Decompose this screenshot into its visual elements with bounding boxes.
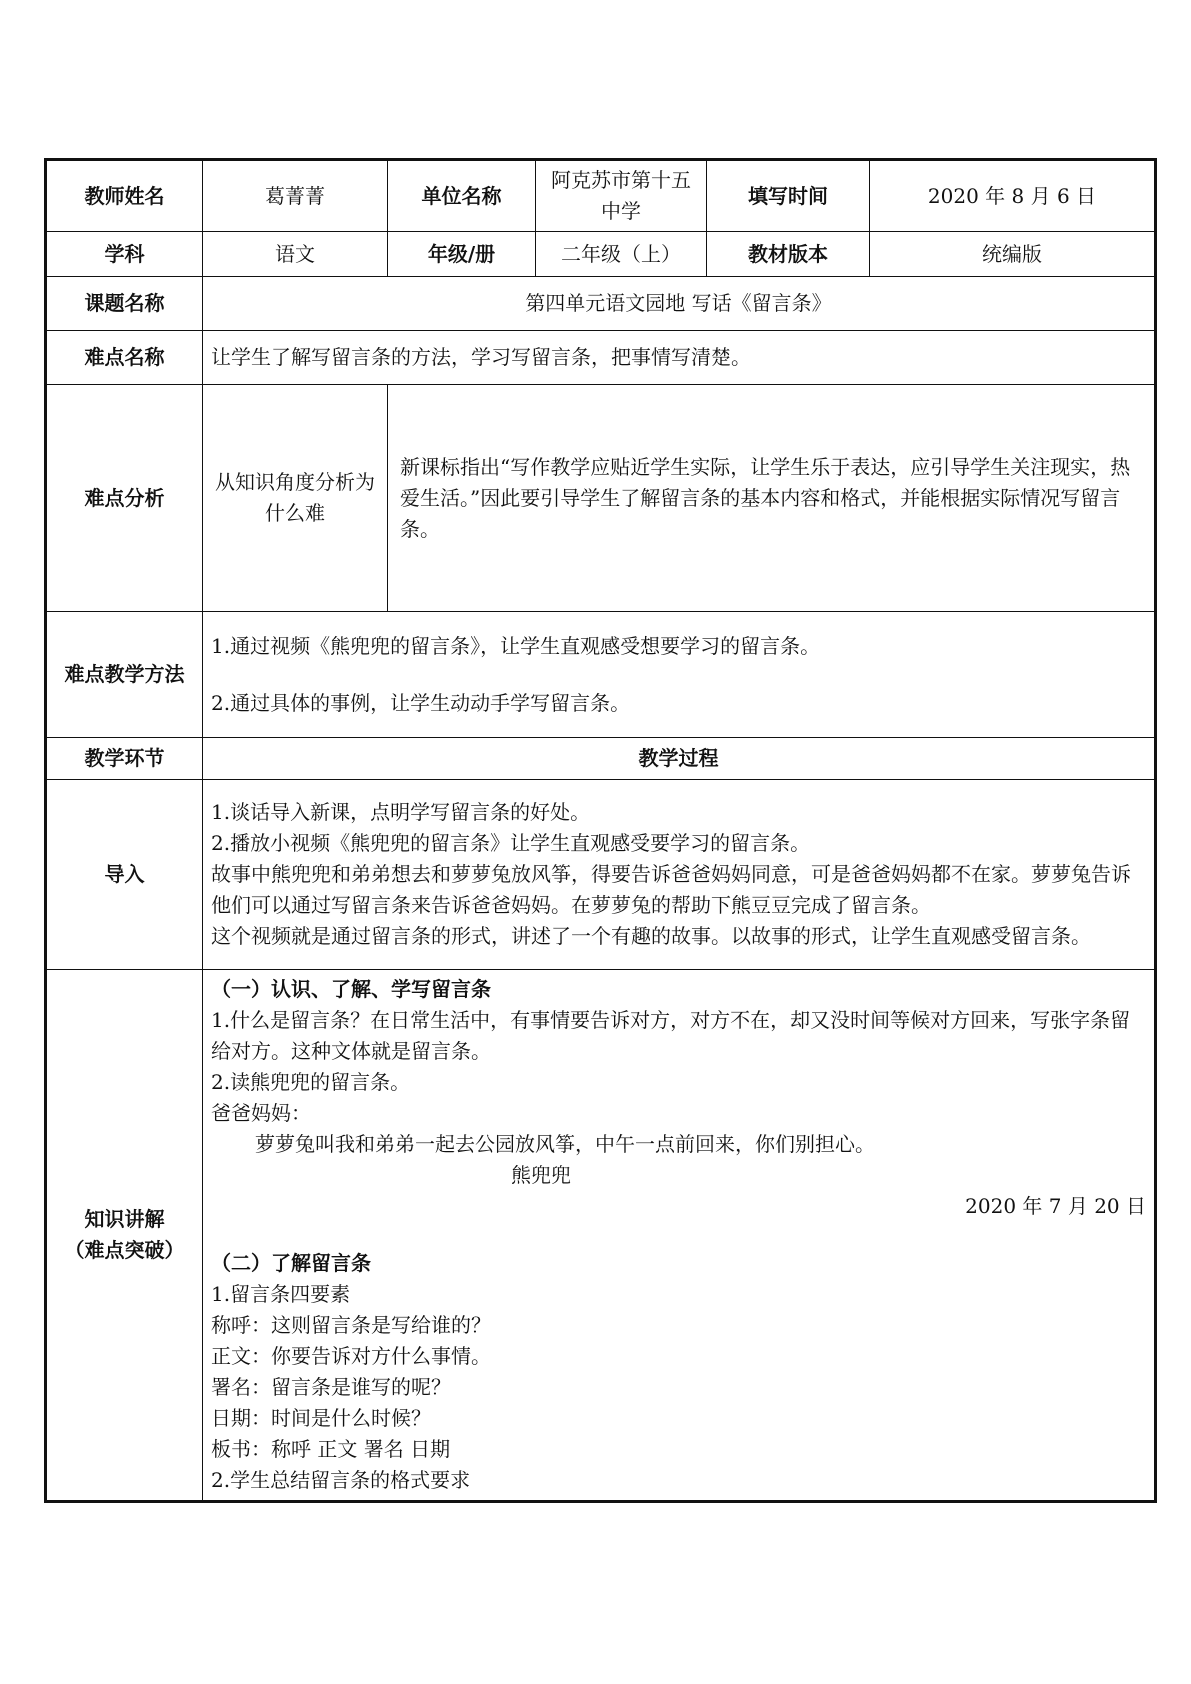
analysis-label: 难点分析 xyxy=(46,385,203,612)
section-2-line: 称呼：这则留言条是写给谁的？ xyxy=(211,1313,491,1337)
teacher-name-value: 葛菁菁 xyxy=(203,160,388,232)
intro-content xyxy=(203,780,1156,970)
row-subject-info xyxy=(46,232,1156,277)
section-1-title: （一）认识、了解、学写留言条 xyxy=(211,977,491,1001)
knowledge-label-line-2: （难点突破） xyxy=(64,1238,185,1262)
analysis-sub-label: 从知识角度分析为什么难 xyxy=(203,385,388,612)
subject-value: 语文 xyxy=(203,232,388,277)
row-teacher-info xyxy=(46,160,1156,232)
unit-name-value: 阿克苏市第十五中学 xyxy=(536,160,707,232)
section-1-line-2: 2.读熊兜兜的留言条。 xyxy=(211,1070,411,1094)
intro-line: 故事中熊兜兜和弟弟想去和萝萝兔放风筝，得要告诉爸爸妈妈同意，可是爸爸妈妈都不在家。萝萝兔告诉他们可以通过写留言条来告诉爸爸妈妈。在萝萝兔的帮助下熊豆豆完成了留言条。 xyxy=(211,862,1131,917)
edition-label: 教材版本 xyxy=(707,232,870,277)
edition-value: 统编版 xyxy=(870,232,1156,277)
row-method xyxy=(46,612,1156,738)
knowledge-label xyxy=(46,970,203,1502)
topic-value: 第四单元语文园地 写话《留言条》 xyxy=(203,277,1156,331)
row-intro xyxy=(46,780,1156,970)
intro-line: 这个视频就是通过留言条的形式，讲述了一个有趣的故事。以故事的形式，让学生直观感受留言条。 xyxy=(211,924,1091,948)
unit-name-label: 单位名称 xyxy=(388,160,536,232)
row-analysis xyxy=(46,385,1156,612)
section-2-title: （二）了解留言条 xyxy=(211,1251,371,1275)
row-topic xyxy=(46,277,1156,331)
lesson-plan-table xyxy=(44,158,1157,1503)
subject-label: 学科 xyxy=(46,232,203,277)
topic-label: 课题名称 xyxy=(46,277,203,331)
grade-label: 年级/册 xyxy=(388,232,536,277)
teacher-name-label: 教师姓名 xyxy=(46,160,203,232)
method-spacer xyxy=(211,662,1146,688)
method-line-1: 1.通过视频《熊兜兜的留言条》，让学生直观感受想要学习的留言条。 xyxy=(211,633,821,658)
grade-value: 二年级（上） xyxy=(536,232,707,277)
row-difficulty xyxy=(46,331,1156,385)
method-line-2: 2.通过具体的事例，让学生动动手学写留言条。 xyxy=(211,690,631,715)
section-2-line: 日期：时间是什么时候？ xyxy=(211,1406,431,1430)
section-2-line: 板书：称呼 正文 署名 日期 xyxy=(211,1437,451,1461)
intro-line: 1.谈话导入新课，点明学写留言条的好处。 xyxy=(211,800,591,824)
note-signature: 熊兜兜 xyxy=(511,1163,571,1187)
method-label: 难点教学方法 xyxy=(46,612,203,738)
note-salutation: 爸爸妈妈： xyxy=(211,1101,311,1125)
process-header: 教学过程 xyxy=(203,738,1156,780)
row-process-header xyxy=(46,738,1156,780)
fill-date-value: 2020 年 8 月 6 日 xyxy=(870,160,1156,232)
knowledge-label-line-1: 知识讲解 xyxy=(84,1207,165,1231)
section-2-line: 署名：留言条是谁写的呢？ xyxy=(211,1375,451,1399)
note-body: 萝萝兔叫我和弟弟一起去公园放风筝，中午一点前回来，你们别担心。 xyxy=(255,1132,875,1156)
difficulty-value: 让学生了解写留言条的方法，学习写留言条，把事情写清楚。 xyxy=(203,331,1156,385)
section-2-line: 1.留言条四要素 xyxy=(211,1282,351,1306)
knowledge-content xyxy=(203,970,1156,1502)
section-2-line: 正文：你要告诉对方什么事情。 xyxy=(211,1344,491,1368)
section-spacer xyxy=(211,1222,1146,1248)
stage-header: 教学环节 xyxy=(46,738,203,780)
intro-line: 2.播放小视频《熊兜兜的留言条》让学生直观感受要学习的留言条。 xyxy=(211,831,811,855)
difficulty-label: 难点名称 xyxy=(46,331,203,385)
analysis-text: 新课标指出“写作教学应贴近学生实际，让学生乐于表达，应引导学生关注现实，热爱生活。”因此要引导学生了解留言条的基本内容和格式，并能根据实际情况写留言条。 xyxy=(388,385,1156,612)
section-2-line: 2.学生总结留言条的格式要求 xyxy=(211,1468,471,1492)
method-content xyxy=(203,612,1156,738)
row-knowledge xyxy=(46,970,1156,1502)
intro-label: 导入 xyxy=(46,780,203,970)
section-1-line-1: 1.什么是留言条？在日常生活中，有事情要告诉对方，对方不在，却又没时间等候对方回来，写张字条留给对方。这种文体就是留言条。 xyxy=(211,1008,1131,1063)
fill-date-label: 填写时间 xyxy=(707,160,870,232)
note-date: 2020 年 7 月 20 日 xyxy=(965,1194,1146,1218)
